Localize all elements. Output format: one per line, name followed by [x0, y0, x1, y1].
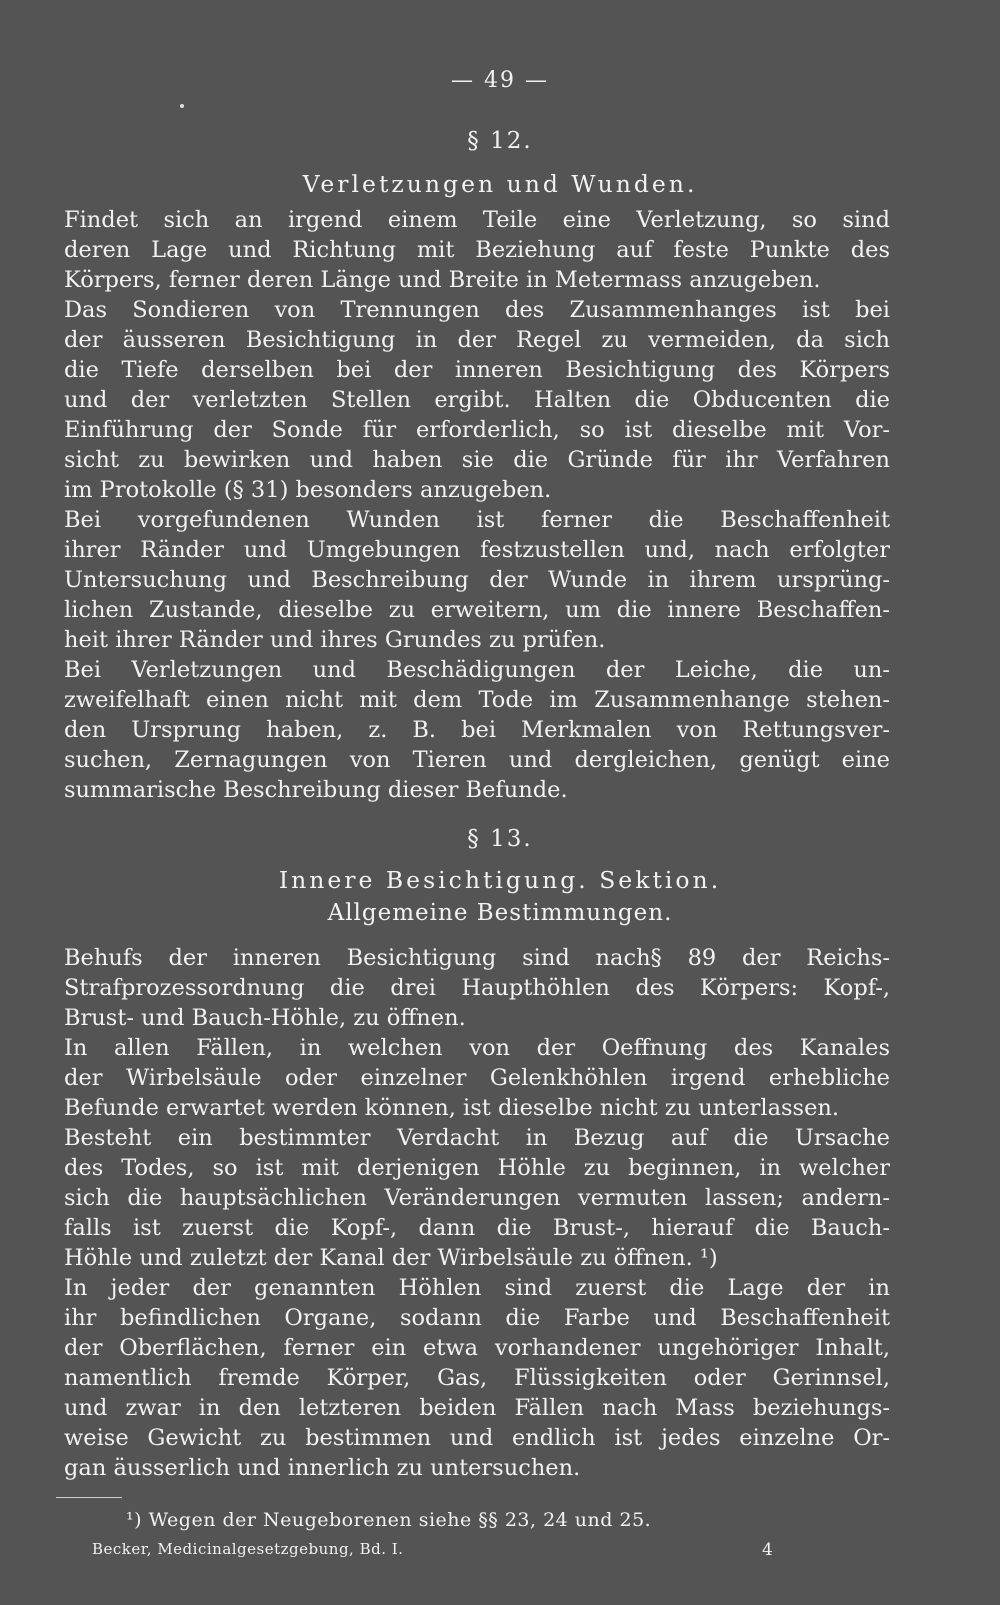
text-line: und zwar in den letzteren beiden Fällen nach Mass beziehungs-: [64, 1395, 890, 1421]
page-number-header: — 49 —: [451, 68, 549, 93]
text-line: heit ihrer Ränder und ihres Grundes zu prüfen.: [64, 627, 606, 653]
section-number-12: § 12.: [467, 128, 533, 154]
signature-mark: 4: [762, 1540, 773, 1560]
text-line: Höhle und zuletzt der Kanal der Wirbelsäule zu öffnen. ¹): [64, 1245, 718, 1271]
paragraph-13-1: [64, 943, 890, 1033]
paragraph-12-2: [64, 295, 890, 505]
section-title-13: Innere Besichtigung. Sektion.: [278, 866, 722, 894]
printing-speck: [180, 104, 184, 108]
text-line: suchen, Zernagungen von Tieren und dergleichen, genügt eine: [64, 747, 890, 773]
text-line: falls ist zuerst die Kopf-, dann die Brust-, hierauf die Bauch-: [64, 1215, 890, 1241]
paragraph-12-1: [64, 205, 890, 295]
text-line: gan äusserlich und innerlich zu untersuchen.: [64, 1455, 581, 1481]
footer-citation: Becker, Medicinalgesetzgebung, Bd. I.: [92, 1540, 404, 1558]
text-line: und der verletzten Stellen ergibt. Halten die Obducenten die: [64, 387, 890, 413]
text-line: der Wirbelsäule oder einzelner Gelenkhöhlen irgend erhebliche: [64, 1065, 890, 1091]
text-line: im Protokolle (§ 31) besonders anzugeben.: [64, 477, 552, 503]
text-line: Findet sich an irgend einem Teile eine Verletzung, so sind: [64, 207, 890, 233]
text-line: des Todes, so ist mit derjenigen Höhle zu beginnen, in welcher: [64, 1155, 890, 1181]
section-number-13: § 13.: [467, 826, 533, 852]
text-line: Besteht ein bestimmter Verdacht in Bezug auf die Ursache: [64, 1125, 890, 1151]
footnote-separator: [56, 1497, 122, 1498]
text-line: Untersuchung und Beschreibung der Wunde in ihrem ursprüng-: [64, 567, 890, 593]
text-line: In allen Fällen, in welchen von der Oeffnung des Kanales: [64, 1035, 890, 1061]
text-line: Strafprozessordnung die drei Haupthöhlen des Körpers: Kopf-,: [64, 975, 890, 1001]
text-line: Brust- und Bauch-Höhle, zu öffnen.: [64, 1005, 466, 1031]
text-line: Behufs der inneren Besichtigung sind nach§ 89 der Reichs-: [64, 945, 890, 971]
text-line: In jeder der genannten Höhlen sind zuerst die Lage der in: [64, 1275, 890, 1301]
text-line: ihrer Ränder und Umgebungen festzustellen und, nach erfolgter: [64, 537, 890, 563]
text-line: weise Gewicht zu bestimmen und endlich ist jedes einzelne Or-: [64, 1425, 890, 1451]
text-line: zweifelhaft einen nicht mit dem Tode im Zusammenhange stehen-: [64, 687, 890, 713]
paragraph-13-4: [64, 1273, 890, 1483]
text-line: der äusseren Besichtigung in der Regel zu vermeiden, da sich: [64, 327, 890, 353]
section-title-12: Verletzungen und Wunden.: [302, 170, 698, 198]
footnote: ¹) Wegen der Neugeborenen siehe §§ 23, 24 und 25.: [126, 1509, 652, 1531]
paragraph-12-4: [64, 655, 890, 805]
text-line: sicht zu bewirken und haben sie die Gründe für ihr Verfahren: [64, 447, 890, 473]
paragraph-12-3: [64, 505, 890, 655]
text-line: lichen Zustande, dieselbe zu erweitern, um die innere Beschaffen-: [64, 597, 890, 623]
text-line: der Oberflächen, ferner ein etwa vorhandener ungehöriger Inhalt,: [64, 1335, 890, 1361]
text-line: Einführung der Sonde für erforderlich, so ist dieselbe mit Vor-: [64, 417, 890, 443]
text-line: namentlich fremde Körper, Gas, Flüssigkeiten oder Gerinnsel,: [64, 1365, 890, 1391]
paragraph-13-3: [64, 1123, 890, 1273]
text-line: deren Lage und Richtung mit Beziehung auf feste Punkte des: [64, 237, 890, 263]
text-line: Körpers, ferner deren Länge und Breite in Metermass anzugeben.: [64, 267, 821, 293]
text-line: den Ursprung haben, z. B. bei Merkmalen von Rettungsver-: [64, 717, 890, 743]
section-subtitle-13: Allgemeine Bestimmungen.: [327, 900, 673, 926]
text-line: Das Sondieren von Trennungen des Zusammenhanges ist bei: [64, 297, 890, 323]
text-line: ihr befindlichen Organe, sodann die Farbe und Beschaffenheit: [64, 1305, 890, 1331]
text-line: Bei vorgefundenen Wunden ist ferner die Beschaffenheit: [64, 507, 890, 533]
text-line: summarische Beschreibung dieser Befunde.: [64, 777, 568, 803]
text-line: die Tiefe derselben bei der inneren Besichtigung des Körpers: [64, 357, 890, 383]
text-line: Befunde erwartet werden können, ist dieselbe nicht zu unterlassen.: [64, 1095, 840, 1121]
text-line: Bei Verletzungen und Beschädigungen der Leiche, die un-: [64, 657, 890, 683]
paragraph-13-2: [64, 1033, 890, 1123]
text-line: sich die hauptsächlichen Veränderungen vermuten lassen; andern-: [64, 1185, 890, 1211]
